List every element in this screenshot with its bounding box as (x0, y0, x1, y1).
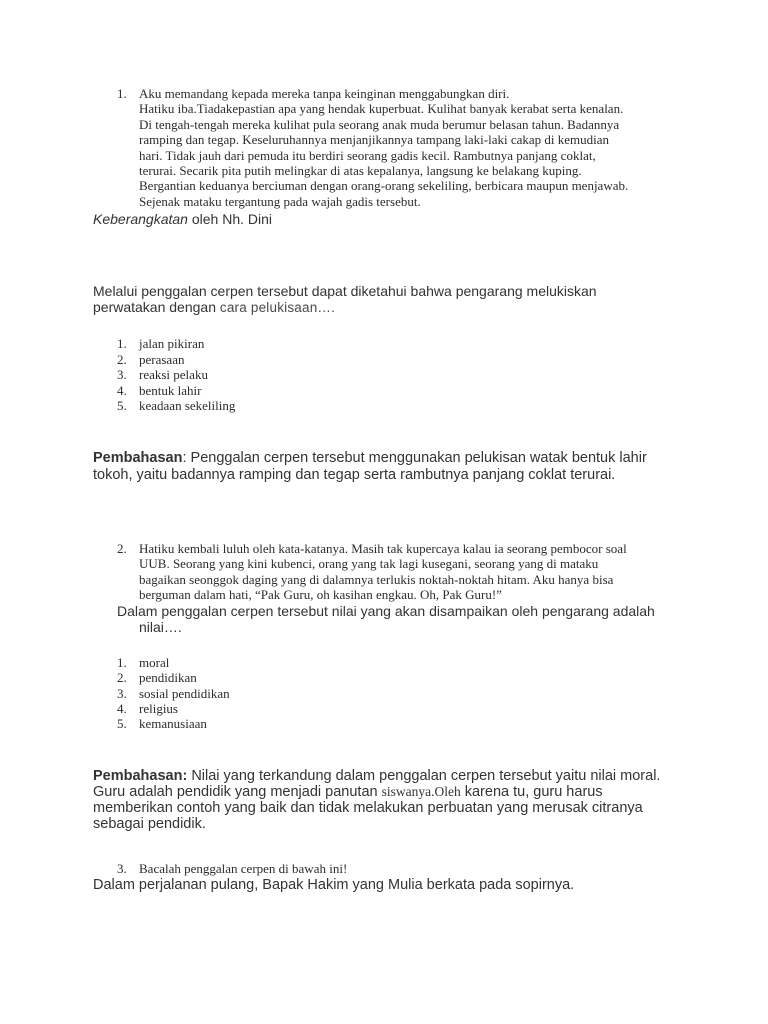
option-text: reaksi pelaku (139, 367, 208, 382)
question-3-instruction (117, 861, 347, 876)
source-title: Keberangkatan (93, 211, 188, 227)
option-number: 3. (117, 367, 127, 382)
prompt-line: Dalam penggalan cerpen tersebut nilai yang akan disampaikan oleh pengarang adalah (117, 603, 655, 619)
option-item (117, 686, 230, 701)
instruction-line (117, 861, 347, 876)
prompt-line-start: perwatakan dengan (93, 299, 220, 315)
option-text: kemanusiaan (139, 716, 207, 732)
option-text: religius (139, 700, 178, 716)
prompt-line: nilai…. (139, 619, 182, 635)
option-number: 3. (117, 685, 127, 701)
option-number: 4. (117, 700, 127, 716)
passage-text (139, 541, 627, 602)
explanation-text: : Penggalan cerpen tersebut menggunakan pelukisan watak bentuk lahir (182, 450, 647, 466)
option-number: 2. (117, 670, 127, 686)
passage-line: Dalam perjalanan pulang, Bapak Hakim yang Mulia berkata pada sopirnya. (93, 877, 575, 893)
option-text: pendidikan (139, 670, 197, 686)
explanation-line (93, 784, 660, 800)
question-1-prompt (93, 283, 597, 316)
question-3-number: 3. (117, 861, 127, 876)
explanation-line: sebagai pendidik. (93, 816, 206, 832)
passage-line: berguman dalam hati, “Pak Guru, oh kasihan engkau. Oh, Pak Guru!” (139, 586, 502, 602)
option-item (117, 367, 235, 383)
passage-line: terurai. Secarik pita putih melingkar di atas kepalanya, langsung ke belakang kuping. (139, 163, 582, 179)
instruction-text: Bacalah penggalan cerpen di bawah ini! (139, 861, 348, 876)
passage-line: Aku memandang kepada mereka tanpa keinginan menggabungkan diri. (139, 86, 510, 101)
option-number: 5. (117, 398, 127, 413)
option-text: bentuk lahir (139, 382, 202, 398)
option-item (117, 398, 235, 414)
question-3-passage (93, 877, 574, 893)
passage-line: bagaikan seonggok daging yang di dalamnya terlukis noktah-noktah hitam. Aku hanya bisa (139, 571, 614, 587)
source-byline: oleh Nh. Dini (191, 211, 273, 227)
explanation-line (93, 768, 660, 784)
question-2-prompt (117, 603, 655, 635)
source-line (93, 211, 272, 227)
passage-text (139, 86, 628, 209)
passage-source (93, 211, 272, 227)
explanation-text: karena tu, guru harus (460, 784, 603, 800)
explanation-label: Pembahasan (93, 450, 183, 466)
passage-line: Di tengah-tengah mereka kulihat pula seorang anak muda berumur belasan tahun. Badannya (139, 116, 620, 132)
option-item (117, 352, 235, 368)
explanation-text: siswanya.Oleh (381, 784, 461, 799)
option-item (117, 716, 230, 731)
option-number: 4. (117, 382, 127, 398)
option-item (117, 670, 230, 685)
passage-line: Sejenak mataku tergantung pada wajah gadis tersebut. (139, 193, 421, 209)
prompt-line: Melalui penggalan cerpen tersebut dapat diketahui bahwa pengarang melukiskan (93, 283, 597, 299)
question-1-options (117, 336, 235, 414)
question-2-explanation (93, 768, 660, 832)
passage-line: Hatiku kembali luluh oleh kata-katanya. Masih tak kupercaya kalau ia seorang pembocor soal (139, 541, 627, 556)
question-1-passage (117, 86, 628, 209)
explanation-line: memberikan contoh yang baik dan tidak melakukan perbuatan yang merusak citranya (93, 800, 643, 816)
passage-line: ramping dan tegap. Keseluruhannya menjanjikannya tampang laki-laki cakap di kemudian (139, 132, 610, 148)
option-text: jalan pikiran (139, 336, 205, 351)
passage-line: Bergantian keduanya berciuman dengan orang-orang sekeliling, berbicara maupun menjawab. (139, 178, 629, 194)
option-text: perasaan (139, 351, 185, 367)
option-item (117, 383, 235, 399)
passage-line: Hatiku iba.Tiadakepastian apa yang hendak kuperbuat. Kulihat banyak kerabat serta kenalan. (139, 101, 624, 117)
option-text: keadaan sekeliling (139, 398, 236, 413)
option-item (117, 655, 230, 670)
question-2-options (117, 655, 230, 731)
option-number: 2. (117, 351, 127, 367)
option-number: 1. (117, 655, 127, 670)
explanation-line (93, 450, 647, 467)
prompt-line-end: cara pelukisaan…. (219, 300, 336, 315)
explanation-line: tokoh, yaitu badannya ramping dan tegap serta rambutnya panjang coklat terurai. (93, 466, 616, 483)
explanation-text: Nilai yang terkandung dalam penggalan cerpen tersebut yaitu nilai moral. (187, 768, 661, 784)
passage-line: UUB. Seorang yang kini kubenci, orang yang tak lagi kusegani, seorang yang di mataku (139, 556, 599, 572)
option-number: 5. (117, 716, 127, 732)
explanation-text: Guru adalah pendidik yang menjadi panutan (93, 784, 382, 800)
question-1-explanation (93, 450, 647, 483)
passage-line: hari. Tidak jauh dari pemuda itu berdiri seorang gadis kecil. Rambutnya panjang coklat, (139, 147, 596, 163)
prompt-line (93, 299, 597, 316)
option-text: moral (139, 655, 170, 670)
question-2-number: 2. (117, 541, 127, 556)
question-1-number: 1. (117, 86, 127, 101)
question-2-passage (117, 541, 627, 602)
option-item (117, 336, 235, 352)
option-item (117, 701, 230, 716)
explanation-label: Pembahasan: (93, 768, 188, 784)
option-number: 1. (117, 336, 127, 351)
option-text: sosial pendidikan (139, 685, 230, 701)
